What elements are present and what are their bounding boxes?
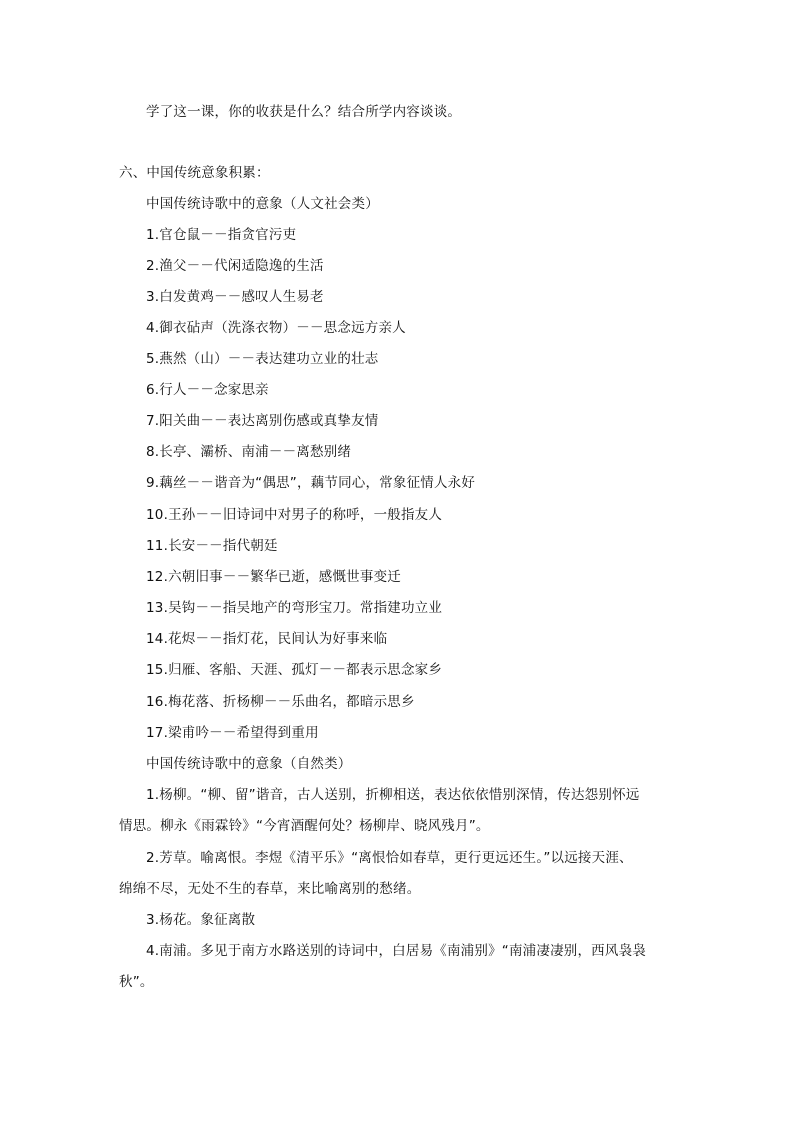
list-item: 10.王孙－－旧诗词中对男子的称呼，一般指友人	[146, 507, 443, 523]
intro-question: 学了这一课，你的收获是什么？结合所学内容谈谈。	[146, 104, 462, 120]
list-item: 5.燕然（山）－－表达建功立业的壮志	[146, 351, 379, 367]
nature-title: 中国传统诗歌中的意象（自然类）	[146, 756, 352, 772]
list-item: 4.御衣砧声（洗涤衣物）－－思念远方亲人	[146, 320, 406, 336]
paragraph-line: 绵绵不尽，无处不生的春草，来比喻离别的愁绪。	[119, 881, 421, 897]
section-heading: 六、中国传统意象积累：	[119, 165, 270, 181]
list-item: 2.渔父－－代闲适隐逸的生活	[146, 258, 324, 274]
list-item: 12.六朝旧事－－繁华已逝，感慨世事变迁	[146, 569, 401, 585]
list-item: 3.白发黄鸡－－感叹人生易老	[146, 289, 324, 305]
list-item: 14.花烬－－指灯花，民间认为好事来临	[146, 631, 388, 647]
paragraph-line: 3.杨花。象征离散	[146, 912, 256, 928]
list-item: 8.长亭、灞桥、南浦－－离愁别绪	[146, 444, 352, 460]
list-item: 16.梅花落、折杨柳－－乐曲名，都暗示思乡	[146, 694, 415, 710]
paragraph-line: 4.南浦。多见于南方水路送别的诗词中，白居易《南浦别》“南浦凄凄别，西风袅袅	[146, 943, 646, 959]
list-item: 1.官仓鼠－－指贪官污吏	[146, 227, 297, 243]
list-item: 6.行人－－念家思亲	[146, 382, 269, 398]
paragraph-line: 情思。柳永《雨霖铃》“今宵酒醒何处？杨柳岸、晓风残月”。	[119, 818, 490, 834]
humanities-title: 中国传统诗歌中的意象（人文社会类）	[146, 196, 379, 212]
paragraph-line: 2.芳草。喻离恨。李煜《清平乐》“离恨恰如春草，更行更远还生。”以远接天涯、	[146, 850, 633, 866]
list-item: 15.归雁、客船、天涯、孤灯－－都表示思念家乡	[146, 662, 443, 678]
paragraph-line: 秋”。	[119, 974, 154, 990]
paragraph-line: 1.杨柳。“柳、留”谐音，古人送别，折柳相送，表达依依惜别深情，传达怨别怀远	[146, 787, 640, 803]
list-item: 9.藕丝－－谐音为“偶思”，藕节同心，常象征情人永好	[146, 475, 476, 491]
list-item: 7.阳关曲－－表达离别伤感或真挚友情	[146, 413, 379, 429]
list-item: 17.梁甫吟－－希望得到重用	[146, 725, 319, 741]
list-item: 11.长安－－指代朝廷	[146, 538, 278, 554]
list-item: 13.吴钩－－指吴地产的弯形宝刀。常指建功立业	[146, 600, 443, 616]
